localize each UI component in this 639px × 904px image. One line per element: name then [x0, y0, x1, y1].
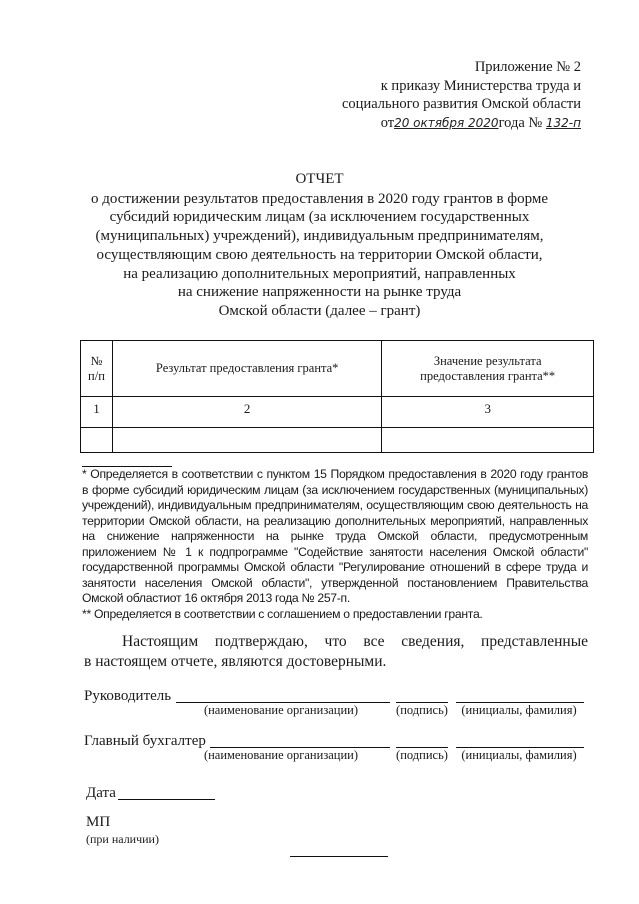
title-line: (муниципальных) учреждений), индивидуальным предпринимателям, [95, 228, 544, 245]
title-line: осуществляющим свою деятельность на территории Омской области, [96, 246, 543, 263]
col-result-header: Результат предоставления гранта* [112, 341, 381, 397]
appendix-block [342, 58, 581, 132]
table-cell[interactable] [382, 428, 594, 453]
col-value-header-line2: предоставления гранта** [420, 368, 556, 383]
accountant-name-field[interactable] [456, 729, 584, 748]
head-signature-field[interactable] [396, 684, 448, 703]
accountant-signature-field[interactable] [396, 729, 448, 748]
footnote-1: * Определяется в соответствии с пунктом 15 Порядком предоставления в 2020 году грантов в форме субсидий юридическим лицам (за исключением государственных (муниципальных) учреждений), индивидуальным предпринимателям, осуществляющим свою деятельность на территории Омской области, на реализацию дополнительных мероприятий, направленных на снижение напряженности на рынке труда Омской области, предусмотренным приложением № 1 к подпрограмме "Содействие занятости населения Омской области" государственной программы Омской области "Регулирование отношений в сфере труда и занятости населения Омской области", утвержденной постановлением Правительства Омской областиот 16 октября 2013 года № 257-п. [82, 467, 588, 605]
accountant-name-caption: (инициалы, фамилия) [461, 748, 577, 762]
footnotes [82, 467, 588, 622]
accountant-label: Главный бухгалтер [84, 733, 206, 749]
col-number-header: № п/п [81, 341, 113, 397]
title-line: о достижении результатов предоставления в 2020 году грантов в форме [91, 190, 548, 207]
date-label: Дата [86, 785, 116, 801]
title-line: на реализацию дополнительных мероприятий, направленных [123, 265, 516, 282]
table-cell: 3 [382, 397, 594, 428]
title-line: субсидий юридическим лицам (за исключением государственных [109, 209, 530, 226]
stamp-label: МП [86, 814, 111, 830]
col-value-header-line1: Значение результата [433, 353, 542, 368]
closing-divider [290, 856, 388, 857]
col-value-header [382, 341, 594, 397]
head-name-caption: (инициалы, фамилия) [461, 703, 577, 717]
appendix-line3: социального развития Омской области [342, 96, 581, 112]
handwritten-date: 20 октября 2020 [394, 115, 499, 130]
appendix-order-line [342, 114, 581, 133]
appendix-year-word: года № [498, 114, 543, 131]
results-table [80, 340, 594, 453]
footnote-2: ** Определяется в соответствии с соглашением о предоставлении гранта. [82, 606, 483, 621]
table-cell[interactable] [112, 428, 381, 453]
handwritten-order-number: 132-п [545, 115, 581, 130]
head-org-field[interactable] [176, 684, 390, 703]
accountant-sign-caption: (подпись) [396, 748, 448, 762]
appendix-from-prefix: от [380, 114, 395, 131]
confirmation-line2: в настоящем отчете, являются достоверными. [84, 653, 387, 670]
table-index-row [81, 397, 594, 428]
appendix-line1: Приложение № 2 [474, 59, 581, 75]
date-field[interactable] [118, 781, 215, 800]
report-title [60, 170, 579, 321]
appendix-line2: к приказу Министерства труда и [380, 77, 581, 94]
head-sign-caption: (подпись) [396, 703, 448, 717]
table-row [81, 428, 594, 453]
head-name-field[interactable] [456, 684, 584, 703]
confirmation-text [84, 632, 588, 672]
head-label: Руководитель [84, 688, 172, 704]
head-org-caption: (наименование организации) [203, 703, 359, 717]
title-line: Омской области (далее – грант) [218, 302, 421, 319]
accountant-org-field[interactable] [210, 729, 390, 748]
title-line: на снижение напряженности на рынке труда [177, 284, 462, 301]
table-cell: 1 [81, 397, 113, 428]
table-header-row [81, 341, 594, 397]
stamp-note: (при наличии) [86, 832, 159, 846]
table-cell: 2 [112, 397, 381, 428]
confirmation-line1: Настоящим подтверждаю, что все сведения, представленные [122, 633, 588, 650]
table-cell[interactable] [81, 428, 113, 453]
accountant-org-caption: (наименование организации) [203, 748, 359, 762]
report-heading: ОТЧЕТ [295, 171, 344, 187]
